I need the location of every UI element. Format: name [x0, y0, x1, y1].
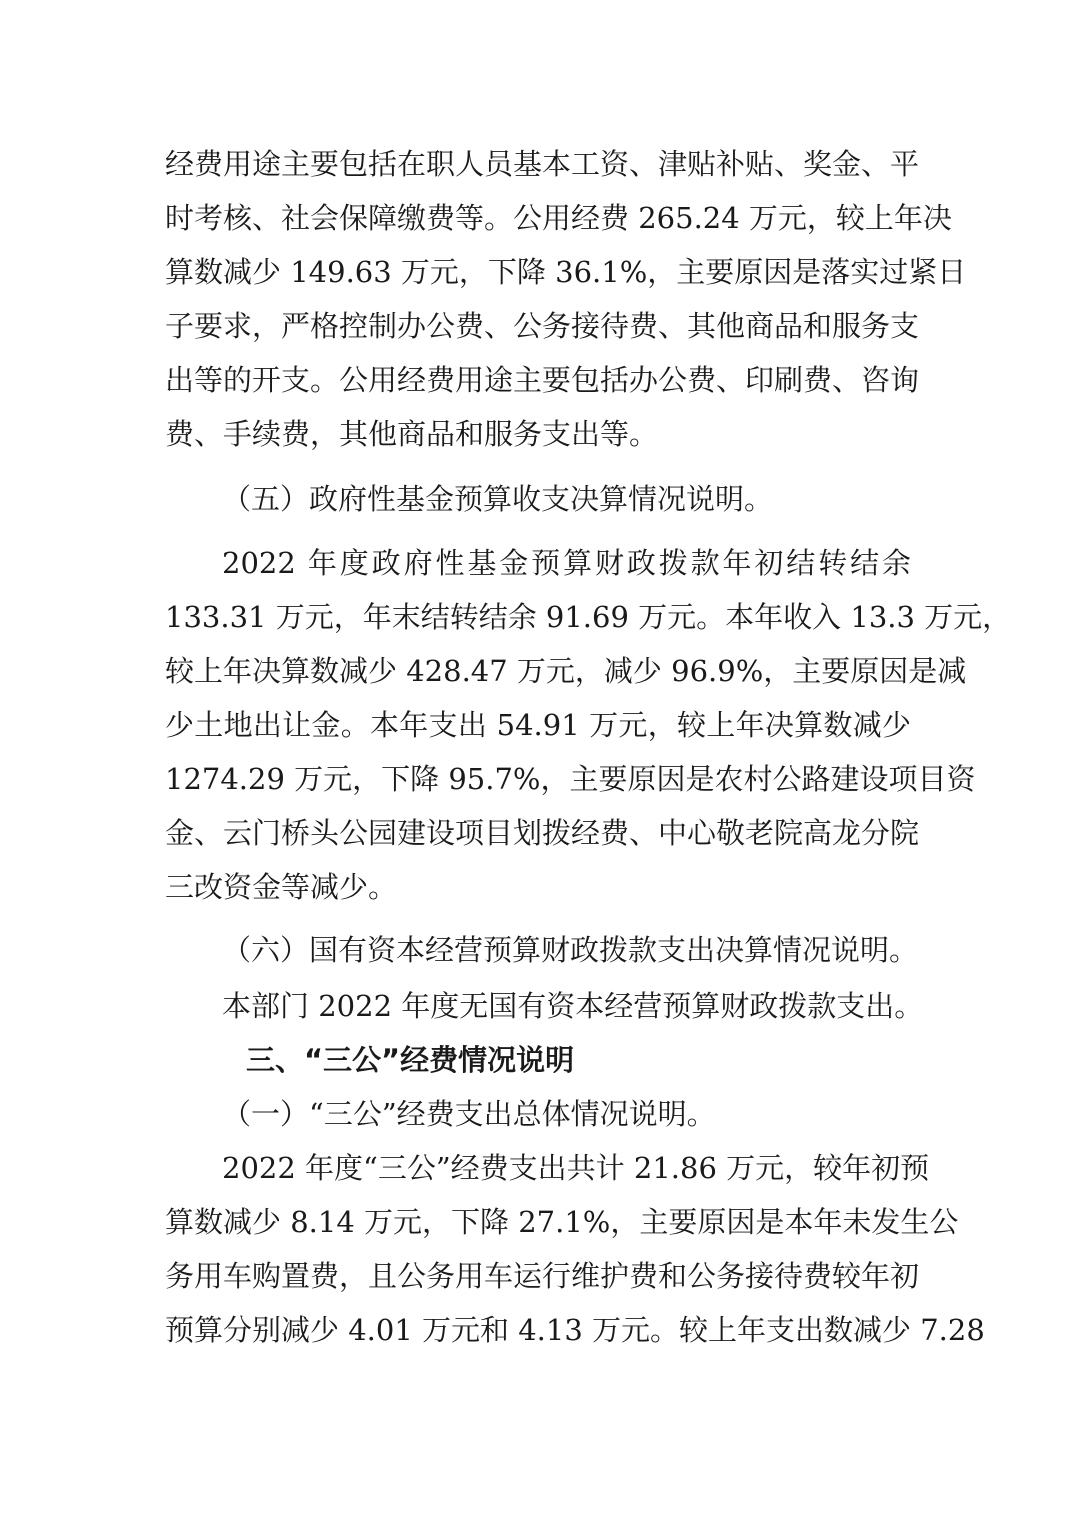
paragraph-line: 2022 年度政府性基金预算财政拨款年初结转结余	[222, 546, 911, 580]
subsection-heading-5: （五）政府性基金预算收支决算情况说明。	[222, 482, 774, 516]
paragraph-line: 算数减少 149.63 万元，下降 36.1%，主要原因是落实过紧日	[165, 255, 967, 289]
paragraph-line: 金、云门桥头公园建设项目划拨经费、中心敬老院高龙分院	[165, 816, 920, 850]
paragraph-line: 时考核、社会保障缴费等。公用经费 265.24 万元，较上年决	[165, 201, 952, 235]
paragraph-line: 出等的开支。公用经费用途主要包括办公费、印刷费、咨询	[165, 363, 920, 397]
paragraph-line: 子要求，严格控制办公费、公务接待费、其他商品和服务支	[165, 309, 920, 343]
section-title: 三、“三公”经费情况说明	[246, 1043, 575, 1077]
paragraph-line: 少土地出让金。本年支出 54.91 万元，较上年决算数减少	[165, 708, 911, 742]
paragraph-line: 算数减少 8.14 万元，下降 27.1%，主要原因是本年未发生公	[165, 1205, 959, 1239]
subsection-heading-6: （六）国有资本经营预算财政拨款支出决算情况说明。	[222, 933, 919, 967]
paragraph-line: 1274.29 万元，下降 95.7%，主要原因是农村公路建设项目资	[165, 762, 976, 796]
paragraph-line: 本部门 2022 年度无国有资本经营预算财政拨款支出。	[222, 989, 924, 1023]
paragraph-line: 费、手续费，其他商品和服务支出等。	[165, 417, 659, 451]
paragraph-line: 经费用途主要包括在职人员基本工资、津贴补贴、奖金、平	[165, 147, 920, 181]
paragraph-line: 133.31 万元，年末结转结余 91.69 万元。本年收入 13.3 万元，	[165, 600, 1012, 634]
paragraph-line: 预算分别减少 4.01 万元和 4.13 万元。较上年支出数减少 7.28	[165, 1313, 985, 1347]
paragraph-line: 务用车购置费，且公务用车运行维护费和公务接待费较年初	[165, 1259, 920, 1293]
paragraph-line: 2022 年度“三公”经费支出共计 21.86 万元，较年初预	[222, 1151, 930, 1185]
subsection-heading-1: （一）“三公”经费支出总体情况说明。	[222, 1097, 716, 1131]
paragraph-line: 较上年决算数减少 428.47 万元，减少 96.9%，主要原因是减	[165, 654, 967, 688]
paragraph-line: 三改资金等减少。	[165, 870, 398, 904]
